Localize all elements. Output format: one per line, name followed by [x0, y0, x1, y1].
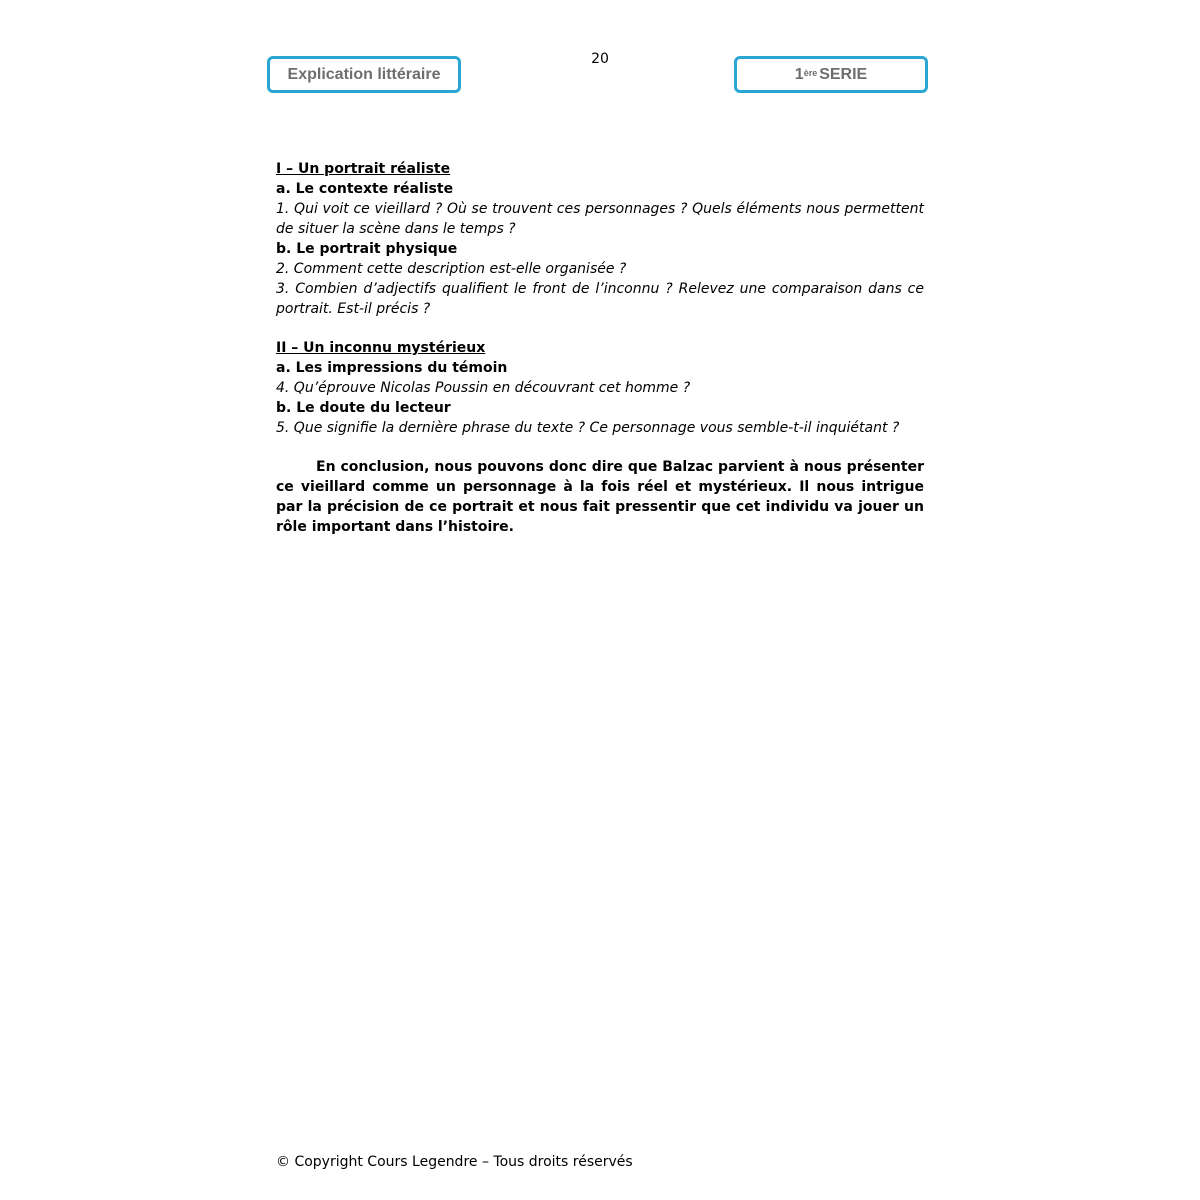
- header-grade-number: 1: [794, 65, 804, 83]
- subsection-heading: b. Le doute du lecteur: [276, 400, 451, 416]
- conclusion-paragraph: En conclusion, nous pouvons donc dire que Balzac parvient à nous présenter ce vieillard comme un personnage à la fois réel et mystérieux. Il nous intrigue par la précision de ce portrait et nous fait pressentir que cet individu va jouer un rôle important dans l’histoire.: [276, 459, 924, 535]
- document-body: [276, 159, 924, 537]
- section-title: II – Un inconnu mystérieux: [276, 340, 486, 356]
- section-spacer: [276, 438, 924, 457]
- header-subject-box: [267, 56, 461, 93]
- subsection-heading: a. Les impressions du témoin: [276, 360, 508, 376]
- subsection-heading: a. Le contexte réaliste: [276, 181, 454, 197]
- question-item: 3. Combien d’adjectifs qualifient le front de l’inconnu ? Relevez une comparaison dans ce portrait. Est-il précis ?: [276, 281, 924, 317]
- question-item: 1. Qui voit ce vieillard ? Où se trouvent ces personnages ? Quels éléments nous permettent de situer la scène dans le temps ?: [276, 201, 924, 237]
- section-title: I – Un portrait réaliste: [276, 161, 451, 177]
- section-spacer: [276, 319, 924, 338]
- question-item: 2. Comment cette description est-elle organisée ?: [276, 261, 627, 277]
- header-subject-label: Explication littéraire: [287, 65, 441, 83]
- subsection-heading: b. Le portrait physique: [276, 241, 458, 257]
- copyright-footer: © Copyright Cours Legendre – Tous droits réservés: [276, 1154, 633, 1170]
- question-item: 5. Que signifie la dernière phrase du texte ? Ce personnage vous semble-t-il inquiétant ?: [276, 420, 900, 436]
- header-grade-label: SERIE: [819, 65, 868, 83]
- header-grade-superscript: ère: [803, 67, 818, 78]
- question-item: 4. Qu’éprouve Nicolas Poussin en découvrant cet homme ?: [276, 380, 691, 396]
- header-grade-box: [734, 56, 928, 93]
- page-number: 20: [591, 51, 609, 67]
